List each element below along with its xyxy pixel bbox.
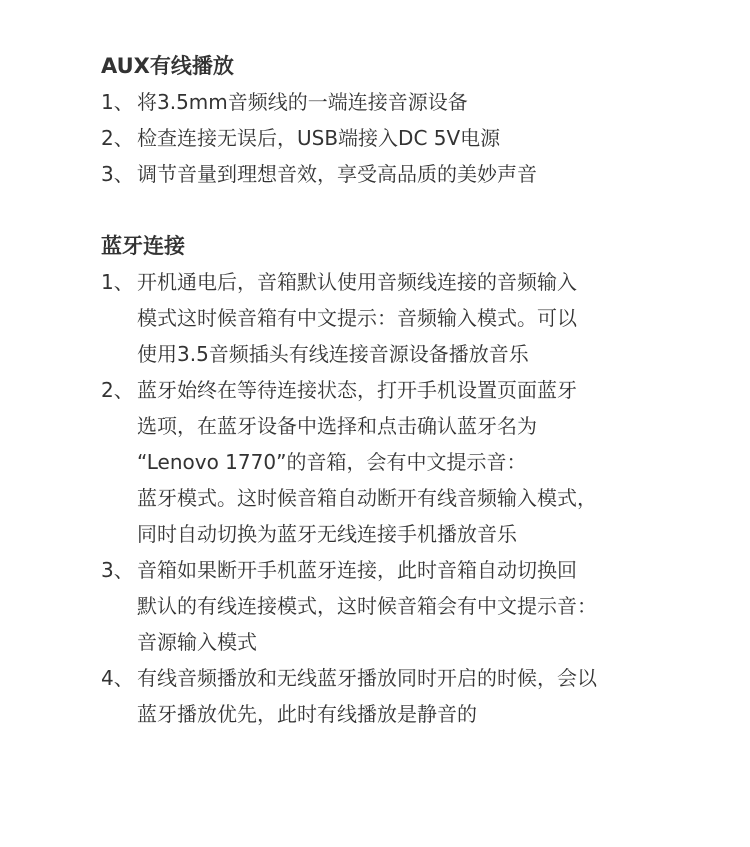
step-text: 检查连接无误后，USB端接入DC 5V电源: [137, 126, 501, 150]
step-text-line: 同时自动切换为蓝牙无线连接手机播放音乐: [137, 522, 517, 546]
bluetooth-step-1: [101, 264, 721, 372]
step-text-line: 蓝牙播放优先，此时有线播放是静音的: [137, 702, 477, 726]
step-text-line: 模式这时候音箱有中文提示：音频输入模式。可以: [137, 306, 577, 330]
step-text-line: 蓝牙始终在等待连接状态，打开手机设置页面蓝牙: [137, 378, 577, 402]
bluetooth-section: [101, 228, 721, 732]
aux-step-3: [101, 156, 721, 192]
aux-step-2: [101, 120, 721, 156]
step-text-line: “Lenovo 1770”的音箱，会有中文提示音：: [137, 450, 527, 474]
step-text: 调节音量到理想音效，享受高品质的美妙声音: [137, 162, 537, 186]
step-text-line: 音源输入模式: [137, 630, 257, 654]
bluetooth-step-4: [101, 660, 721, 732]
step-text-line: 默认的有线连接模式，这时候音箱会有中文提示音：: [137, 594, 597, 618]
step-number: 2、: [101, 126, 134, 150]
aux-steps-list: [101, 84, 721, 192]
step-number: 3、: [101, 162, 134, 186]
step-number: 1、: [101, 270, 134, 294]
step-text-line: 开机通电后，音箱默认使用音频线连接的音频输入: [137, 270, 577, 294]
step-number: 1、: [101, 90, 134, 114]
bluetooth-step-3: [101, 552, 721, 660]
aux-section: [101, 48, 721, 192]
aux-step-1: [101, 84, 721, 120]
step-text-line: 音箱如果断开手机蓝牙连接，此时音箱自动切换回: [137, 558, 577, 582]
aux-heading: AUX有线播放: [101, 54, 234, 78]
step-number: 2、: [101, 378, 134, 402]
step-number: 3、: [101, 558, 134, 582]
step-text-line: 蓝牙模式。这时候音箱自动断开有线音频输入模式，: [137, 486, 597, 510]
bluetooth-heading: 蓝牙连接: [101, 234, 185, 258]
step-text: 将3.5mm音频线的一端连接音源设备: [137, 90, 468, 114]
step-number: 4、: [101, 666, 134, 690]
step-text-line: 选项，在蓝牙设备中选择和点击确认蓝牙名为: [137, 414, 537, 438]
bluetooth-step-2: [101, 372, 721, 552]
step-text-line: 有线音频播放和无线蓝牙播放同时开启的时候，会以: [137, 666, 597, 690]
bluetooth-steps-list: [101, 264, 721, 732]
step-text-line: 使用3.5音频插头有线连接音源设备播放音乐: [137, 342, 529, 366]
